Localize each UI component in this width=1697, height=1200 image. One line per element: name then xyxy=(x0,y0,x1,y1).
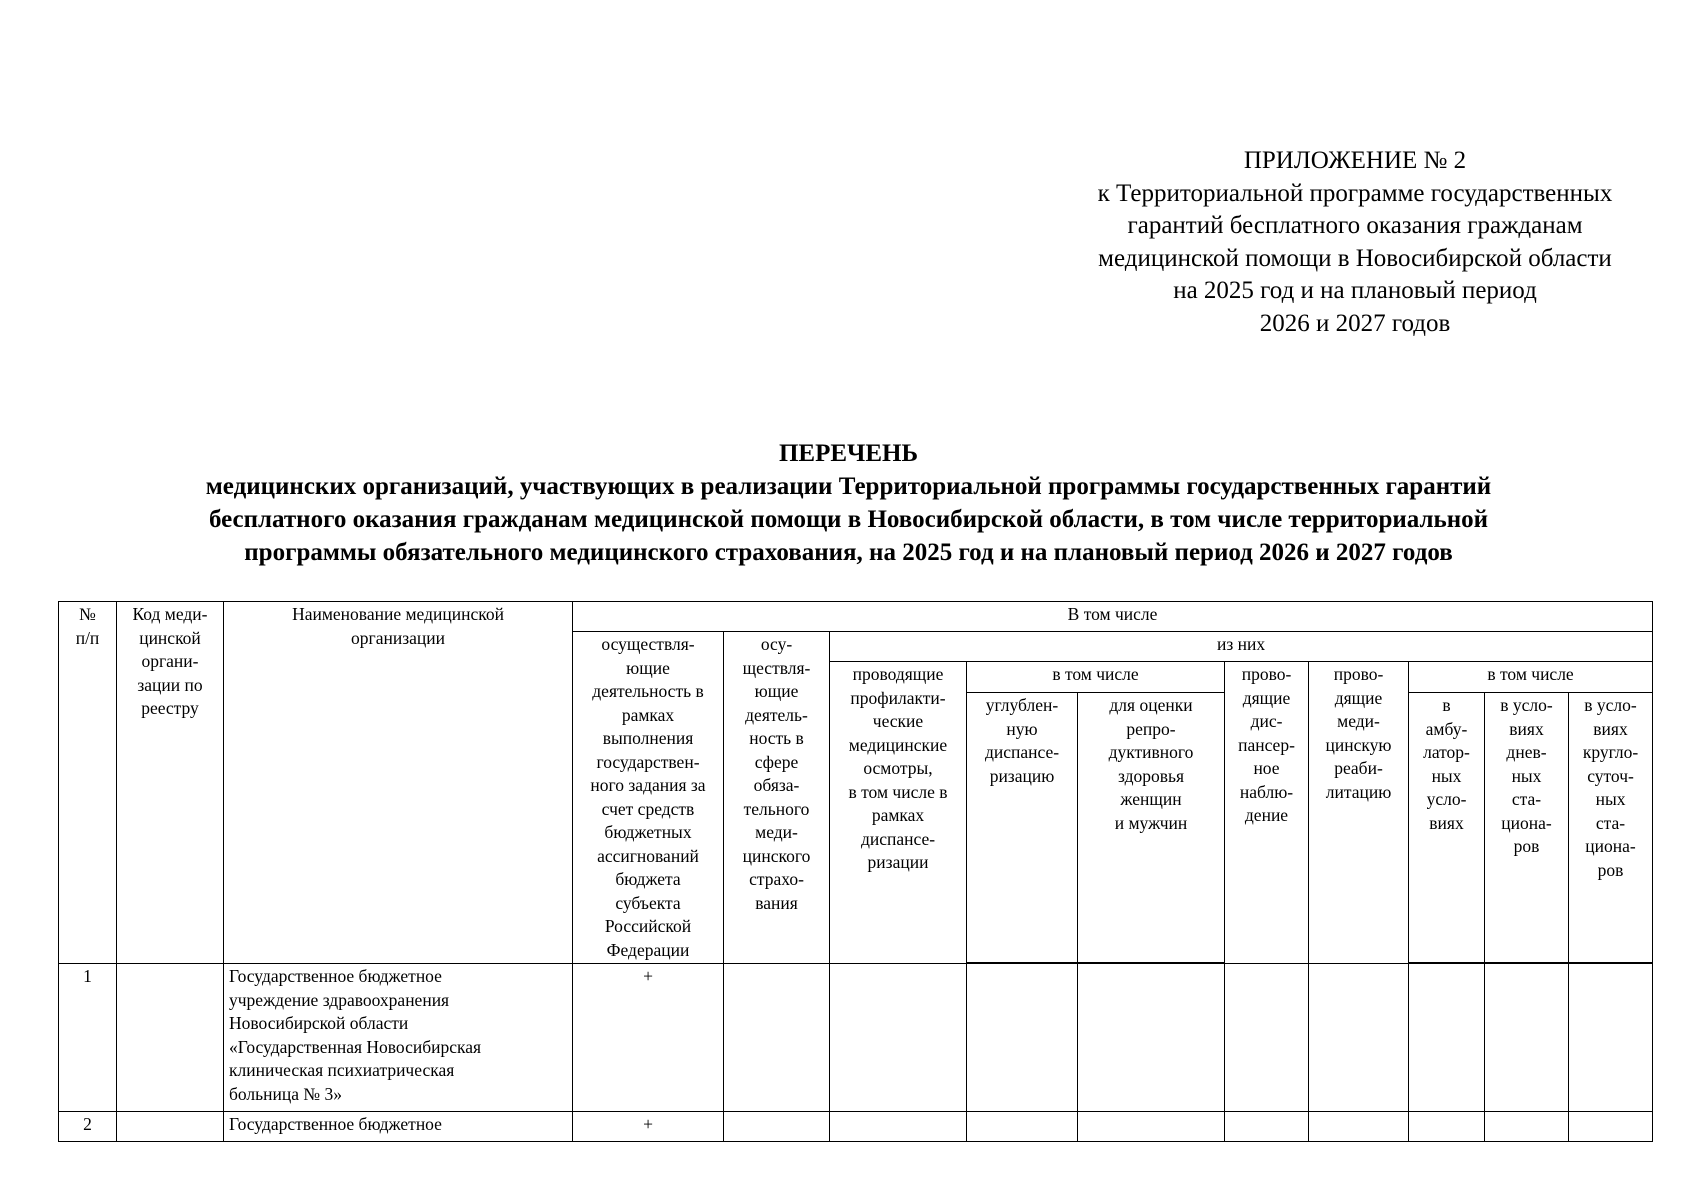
header-dispensary xyxy=(1225,662,1309,964)
text-line: Федерации xyxy=(606,939,690,960)
text-line: Государственное бюджетное xyxy=(229,966,442,986)
text-line: дуктивного xyxy=(1108,742,1194,762)
text-line: амбу- xyxy=(1425,718,1468,739)
text-line: суточ- xyxy=(1587,765,1634,786)
organizations-table xyxy=(58,601,1653,1142)
text-line: зации по xyxy=(137,674,203,695)
text-line: меди- xyxy=(755,822,798,842)
text-line: ризацию xyxy=(989,765,1055,786)
table-row xyxy=(59,1112,1653,1142)
text-line: цинскую xyxy=(1325,734,1392,755)
text-line: Государственное бюджетное xyxy=(229,1114,442,1134)
text-line: ста- xyxy=(1595,812,1626,833)
cell-in-depth xyxy=(967,964,1078,1112)
text-line: рамках xyxy=(871,805,925,825)
header-repro xyxy=(1078,693,1225,963)
cell-round-hospital xyxy=(1569,1112,1653,1142)
text-line: ющие xyxy=(626,657,670,678)
text-line: ров xyxy=(1513,836,1540,856)
text-line: ного задания за xyxy=(590,775,706,795)
text-line: органи- xyxy=(141,651,199,671)
text-line: проводящие xyxy=(852,664,944,684)
title-heading: ПЕРЕЧЕНЬ xyxy=(778,440,919,467)
header-rehab xyxy=(1309,662,1409,964)
header-including-2: в том числе xyxy=(967,662,1225,693)
cell-num: 2 xyxy=(59,1112,117,1142)
text-line: вания xyxy=(755,892,798,913)
title-line: программы обязательного медицинского страхования, на 2025 год и на плановый период 2026 и 2027 годов xyxy=(244,539,1453,566)
header-ambulatory xyxy=(1409,693,1485,963)
text-line: кругло- xyxy=(1582,742,1639,762)
cell-org-name xyxy=(224,1112,573,1142)
appendix-number: ПРИЛОЖЕНИЕ № 2 xyxy=(1243,147,1467,174)
text-line: ных xyxy=(1595,789,1626,809)
text-line: циона- xyxy=(1501,812,1552,833)
text-line: государствен- xyxy=(596,751,700,772)
cell-code xyxy=(117,1112,224,1142)
text-line: ных xyxy=(1511,765,1542,786)
cell-oms xyxy=(724,964,830,1112)
header-including-3: в том числе xyxy=(1409,662,1653,693)
text-line: клиническая психиатрическая xyxy=(229,1060,455,1080)
text-line: репро- xyxy=(1126,718,1176,739)
text-line: меди- xyxy=(1337,711,1380,731)
appendix-block xyxy=(1030,145,1680,340)
text-line: углублен- xyxy=(985,695,1059,715)
text-line: осуществля- xyxy=(601,634,695,654)
header-round-hospital xyxy=(1569,693,1653,963)
header-in-depth xyxy=(967,693,1078,963)
table-row xyxy=(59,964,1653,1112)
appendix-line: медицинской помощи в Новосибирской области xyxy=(1098,244,1612,272)
text-line: виях xyxy=(1429,812,1464,833)
text-line: прово- xyxy=(1241,664,1292,684)
cell-oms xyxy=(724,1112,830,1142)
text-line: ста- xyxy=(1511,789,1542,809)
cell-state-task: + xyxy=(573,1112,724,1142)
text-line: дение xyxy=(1244,805,1289,825)
cell-in-depth xyxy=(967,1112,1078,1142)
text-line: ассигнований xyxy=(597,845,699,866)
header-of-them: из них xyxy=(830,632,1653,662)
text-line: в усло- xyxy=(1500,695,1553,715)
text-line: латор- xyxy=(1423,742,1470,762)
text-line: организации xyxy=(351,627,445,648)
cell-round-hospital xyxy=(1569,964,1653,1112)
cell-num: 1 xyxy=(59,964,117,1112)
cell-ambulatory xyxy=(1409,1112,1485,1142)
text-line: ную xyxy=(1006,718,1038,739)
appendix-line: к Территориальной программе государственных xyxy=(1097,179,1613,207)
text-line: выполнения xyxy=(602,728,694,748)
text-line: осу- xyxy=(760,634,793,654)
text-line: дящие xyxy=(1242,687,1291,708)
text-line: обяза- xyxy=(753,775,800,795)
cell-prof xyxy=(830,964,967,1112)
header-oms xyxy=(724,632,830,964)
appendix-line: на 2025 год и на плановый период xyxy=(1173,277,1537,304)
header-name xyxy=(224,602,573,964)
text-line: виях xyxy=(1509,718,1544,739)
appendix-line: гарантий бесплатного оказания гражданам xyxy=(1127,212,1583,239)
text-line: ных xyxy=(1431,765,1462,786)
header-prof-exams xyxy=(830,662,967,964)
cell-rehab xyxy=(1309,964,1409,1112)
cell-state-task: + xyxy=(573,964,724,1112)
text-line: дис- xyxy=(1250,711,1283,731)
cell-dispensary xyxy=(1225,964,1309,1112)
text-line: профилакти- xyxy=(850,687,946,708)
text-line: Российской xyxy=(604,916,692,936)
title-line: медицинских организаций, участвующих в реализации Территориальной программы государственных гарантий xyxy=(205,473,1492,500)
text-line: субъекта xyxy=(615,892,681,913)
cell-prof xyxy=(830,1112,967,1142)
text-line: Наименование медицинской xyxy=(292,604,504,624)
title-line: бесплатного оказания гражданам медицинской помощи в Новосибирской области, в том числе территориальной xyxy=(208,506,1489,533)
text-line: № xyxy=(79,604,96,624)
text-line: «Государственная Новосибирская xyxy=(229,1036,482,1057)
text-line: ность в xyxy=(749,728,804,748)
cell-ambulatory xyxy=(1409,964,1485,1112)
header-state-task xyxy=(573,632,724,964)
text-line: в xyxy=(1442,695,1451,715)
text-line: бюджета xyxy=(615,869,681,889)
text-line: учреждение здравоохранения xyxy=(229,989,450,1010)
text-line: бюджетных xyxy=(604,822,692,842)
text-line: деятельность в xyxy=(592,681,704,701)
cell-rehab xyxy=(1309,1112,1409,1142)
cell-day-hospital xyxy=(1485,1112,1569,1142)
text-line: ное xyxy=(1253,758,1280,778)
text-line: больница № 3» xyxy=(229,1083,342,1104)
text-line: тельного xyxy=(743,798,810,819)
text-line: медицинские xyxy=(848,734,948,755)
text-line: виях xyxy=(1593,718,1628,739)
text-line: деятель- xyxy=(745,704,808,725)
text-line: прово- xyxy=(1333,664,1384,684)
text-line: и мужчин xyxy=(1114,812,1188,833)
text-line: ческие xyxy=(872,711,924,731)
cell-repro xyxy=(1078,964,1225,1112)
cell-repro xyxy=(1078,1112,1225,1142)
document-title xyxy=(0,437,1697,569)
text-line: реаби- xyxy=(1334,758,1383,778)
text-line: цинской xyxy=(139,627,201,648)
text-line: страхо- xyxy=(749,869,804,889)
text-line: женщин xyxy=(1120,789,1182,809)
text-line: диспансе- xyxy=(860,828,936,849)
text-line: Код меди- xyxy=(132,604,208,624)
text-line: ризации xyxy=(867,852,929,872)
text-line: дящие xyxy=(1334,687,1383,708)
text-line: в том числе в xyxy=(848,781,948,802)
text-line: диспансе- xyxy=(984,742,1060,762)
text-line: здоровья xyxy=(1117,765,1185,786)
text-line: ществля- xyxy=(742,657,811,678)
text-line: ров xyxy=(1597,859,1624,880)
text-line: сфере xyxy=(754,751,799,772)
appendix-line: 2026 и 2027 годов xyxy=(1259,309,1451,337)
cell-dispensary xyxy=(1225,1112,1309,1142)
text-line: ющие xyxy=(754,681,799,701)
text-line: счет средств xyxy=(601,798,695,819)
cell-day-hospital xyxy=(1485,964,1569,1112)
header-num xyxy=(59,602,117,964)
text-line: осмотры, xyxy=(863,758,933,778)
text-line: днев- xyxy=(1506,742,1547,762)
text-line: реестру xyxy=(141,698,199,718)
text-line: в усло- xyxy=(1584,695,1637,715)
text-line: литацию xyxy=(1325,781,1392,802)
text-line: наблю- xyxy=(1239,781,1294,802)
header-day-hospital xyxy=(1485,693,1569,963)
text-line: пансер- xyxy=(1238,734,1295,755)
text-line: для оценки xyxy=(1109,695,1193,715)
text-line: п/п xyxy=(75,627,100,648)
cell-org-name xyxy=(224,964,573,1112)
cell-code xyxy=(117,964,224,1112)
text-line: Новосибирской области xyxy=(229,1013,409,1033)
text-line: циона- xyxy=(1585,836,1636,856)
text-line: цинского xyxy=(742,845,811,866)
header-including: В том числе xyxy=(573,602,1653,632)
header-code xyxy=(117,602,224,964)
text-line: рамках xyxy=(621,704,675,725)
text-line: усло- xyxy=(1426,789,1467,809)
